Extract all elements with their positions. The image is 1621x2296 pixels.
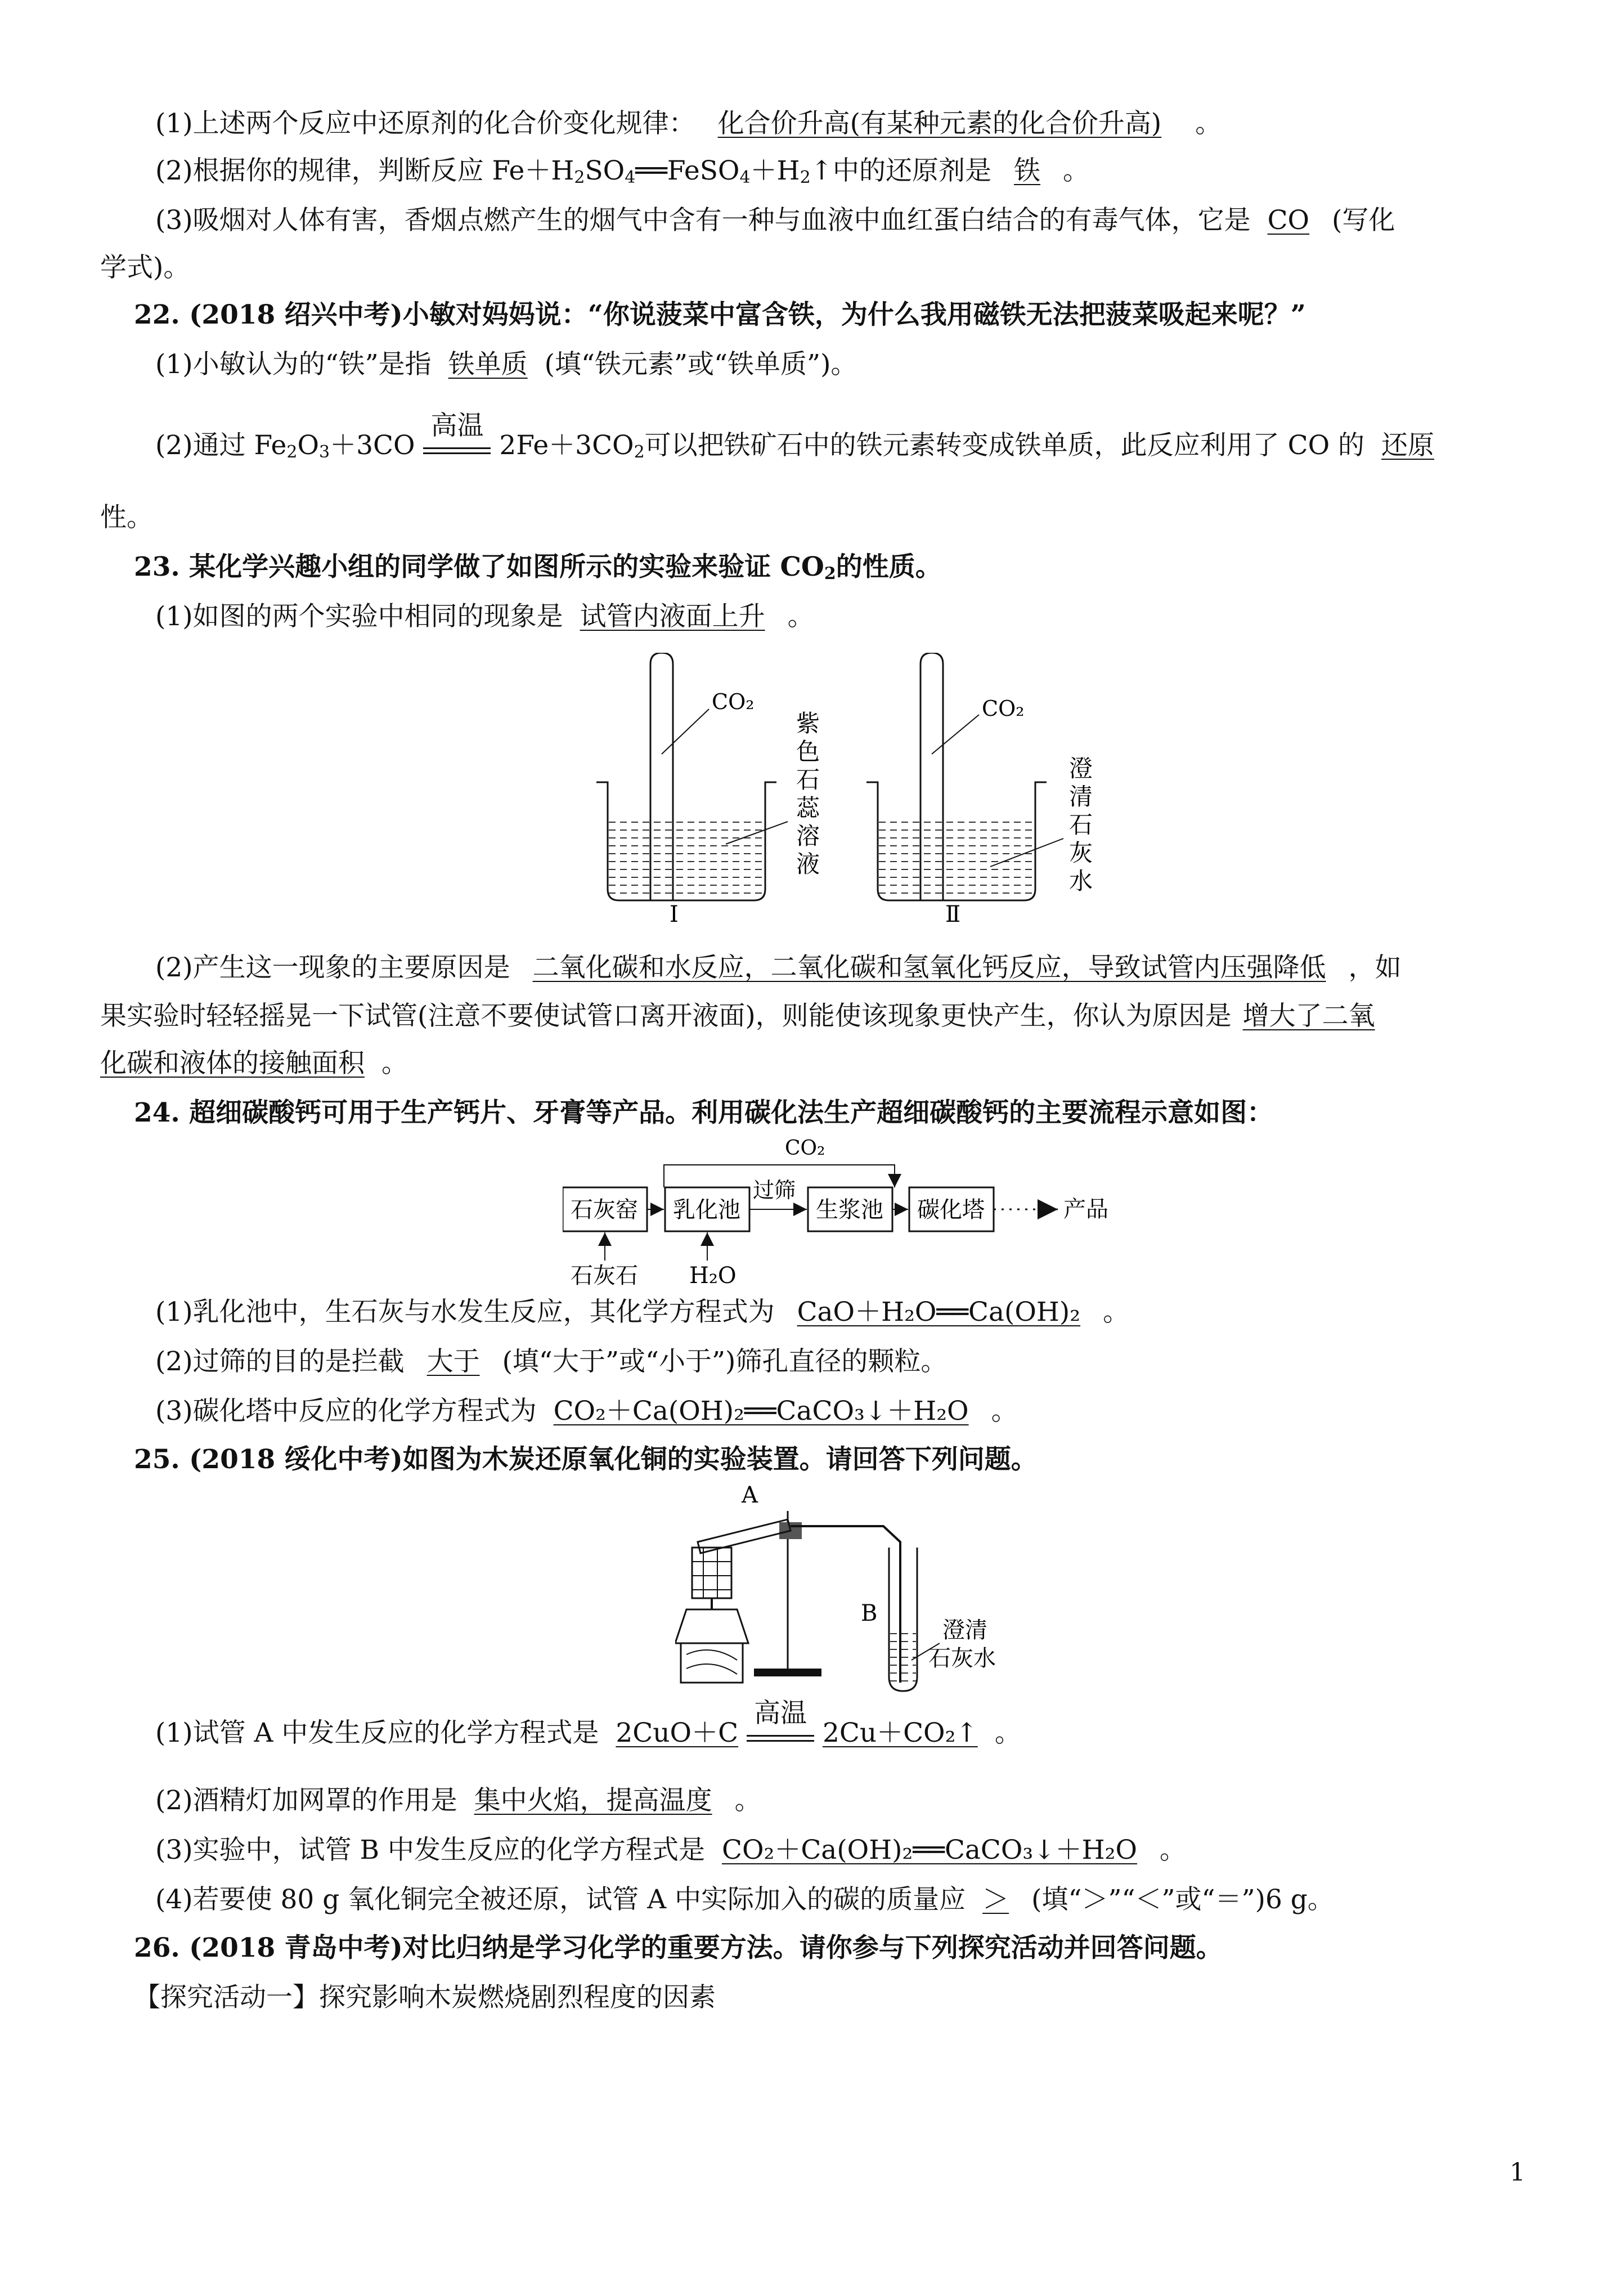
q22-part2: (2)通过 $Fe_2O_3+3CO$ 高温 $2Fe+3CO_2$可以把铁矿石中的铁元素转变成铁单质，此反应利用了 CO 的 还原 [155,410,1435,462]
q24-part2: (2)过筛的目的是拦截 大于 (填“大于”或“小于”)筛孔直径的颗粒。 [155,1346,948,1377]
q23-answer2: 二氧化碳和水反应，二氧化碳和氢氧化钙反应，导致试管内压强降低 [532,952,1326,983]
flow-product: 产品 [1063,1196,1108,1222]
q24-part1: (1)乳化池中，生石灰与水发生反应，其化学方程式为 CaO＋H₂O══Ca(OH)₂ 。 [155,1297,1130,1328]
q24-part3: (3)碳化塔中反应的化学方程式为 CO₂＋Ca(OH)₂══CaCO₃↓＋H₂O 。 [155,1396,1018,1427]
q25-answer1b: 2Cu＋CO₂↑ [822,1717,978,1748]
q25-part1: (1)试管 A 中发生反应的化学方程式是 2CuO＋C 高温 2Cu＋CO₂↑ 。 [155,1698,1021,1748]
q21-answer2: 铁 [1014,155,1041,186]
q23-answer3a: 增大了二氧 [1242,1001,1375,1032]
q26-stem: 26. (2018 青岛中考)对比归纳是学习化学的重要方法。请你参与下列探究活动并回答问题。 [134,1932,1223,1963]
lime-char-1: 清 [1069,783,1093,810]
litmus-char-4: 溶 [796,822,820,850]
q22-answer2: 还原 [1381,430,1435,461]
q25-answer1a: 2CuO＋C [616,1717,739,1748]
q25-stem: 25. (2018 绥化中考)如图为木炭还原氧化铜的实验装置。请回答下列问题。 [134,1444,1038,1475]
page-number: 1 [1510,2158,1525,2187]
q21-part3-cont: 学式)。 [100,252,190,283]
q24-answer2: 大于 [426,1346,480,1377]
q25-answer4: ＞ [982,1884,1009,1915]
litmus-char-0: 紫 [796,710,820,737]
co2-experiment-figure [585,653,1125,923]
lime-char-4: 水 [1069,867,1093,895]
q24-answer1: CaO＋H₂O══Ca(OH)₂ [797,1297,1081,1328]
q26-activity-heading: 【探究活动一】探究影响木炭燃烧剧烈程度的因素 [134,1982,716,2013]
litmus-char-2: 石 [796,766,820,793]
limewater-label-1: 澄清 [942,1617,987,1643]
q23-part1: (1)如图的两个实验中相同的现象是 试管内液面上升 。 [155,601,814,632]
q21-part3: (3)吸烟对人体有害，香烟点燃产生的烟气中含有一种与血液中血红蛋白结合的有毒气体，它是 CO (写化 [155,205,1395,236]
apparatus-label-b: B [861,1600,878,1626]
litmus-char-3: 蕊 [796,794,820,822]
apparatus-label-a: A [742,1482,758,1508]
flow-box-emulsion: 乳化池 [673,1197,740,1223]
flow-box-slurry: 生浆池 [816,1197,883,1223]
q21-part1: (1)上述两个反应中还原剂的化合价变化规律： 化合价升高(有某种元素的化合价升高) 。 [155,108,1222,139]
flow-box-carbonation: 碳化塔 [917,1197,985,1223]
flow-box-kiln: 石灰窑 [571,1197,638,1223]
q24-answer3: CO₂＋Ca(OH)₂══CaCO₃↓＋H₂O [553,1396,969,1427]
co2-label-left: CO₂ [712,689,755,714]
q24-stem: 24. 超细碳酸钙可用于生产钙片、牙膏等产品。利用碳化法生产超细碳酸钙的主要流程示意如图： [134,1097,1274,1128]
q25-part2: (2)酒精灯加网罩的作用是 集中火焰，提高温度 。 [155,1785,761,1816]
q22-part1: (1)小敏认为的“铁”是指 铁单质 (填“铁元素”或“铁单质”)。 [155,349,857,380]
lime-char-2: 石 [1069,811,1093,838]
reaction-condition: 高温 [423,444,491,454]
beaker-2 [866,653,1047,900]
q23-part2: (2)产生这一现象的主要原因是 二氧化碳和水反应，二氧化碳和氢氧化钙反应，导致试管内压强降低 ，如 [155,952,1402,983]
q22-answer1: 铁单质 [448,349,528,380]
q21-answer1: 化合价升高(有某种元素的化合价升高) [717,108,1162,139]
litmus-char-1: 色 [796,738,820,765]
q22-stem: 22. (2018 绍兴中考)小敏对妈妈说：“你说菠菜中富含铁，为什么我用磁铁无法把菠菜吸起来呢？” [134,299,1306,330]
reaction-condition-2: 高温 [747,1732,814,1742]
lime-char-3: 灰 [1069,839,1093,867]
limewater-label-2: 石灰水 [928,1645,996,1671]
flow-co2: CO₂ [785,1137,825,1160]
litmus-char-5: 液 [796,850,820,878]
q25-part3: (3)实验中，试管 B 中发生反应的化学方程式是 CO₂＋Ca(OH)₂══CaCO₃↓＋H₂O 。 [155,1835,1187,1866]
q23-part2-cont: 果实验时轻轻摇晃一下试管(注意不要使试管口离开液面)，则能使该现象更快产生，你认为原因是 增大了二氧 [100,1001,1375,1032]
figure-label-1: Ⅰ [670,902,679,923]
process-flow-diagram [563,1131,1153,1289]
q25-answer3: CO₂＋Ca(OH)₂══CaCO₃↓＋H₂O [722,1835,1138,1866]
charcoal-reduction-apparatus [675,1480,1035,1694]
lime-char-0: 澄 [1069,755,1093,782]
q23-answer3b: 化碳和液体的接触面积 [100,1048,365,1079]
flow-input-water: H₂O [689,1263,737,1289]
q22-part2-cont: 性。 [100,502,153,533]
q23-answer1: 试管内液面上升 [580,601,765,632]
q25-answer2: 集中火焰，提高温度 [474,1785,712,1816]
flow-input-limestone: 石灰石 [571,1263,638,1289]
q23-part2-cont2: 化碳和液体的接触面积 。 [100,1048,408,1079]
q21-answer3: CO [1267,205,1310,236]
co2-label-right: CO₂ [982,696,1025,721]
q23-stem: 23. 某化学兴趣小组的同学做了如图所示的实验来验证 $CO_2$的性质。 [134,551,942,584]
flow-filter: 过筛 [753,1178,796,1203]
figure-label-2: Ⅱ [945,902,961,923]
q25-part4: (4)若要使 80 g 氧化铜完全被还原，试管 A 中实际加入的碳的质量应 ＞ (填“＞”“＜”或“＝”)6 g。 [155,1884,1334,1915]
q21-part2: (2)根据你的规律，判断反应 $Fe+H_2SO_4══FeSO_4+H_2↑$中的还原剂是 铁 。 [155,155,1090,187]
